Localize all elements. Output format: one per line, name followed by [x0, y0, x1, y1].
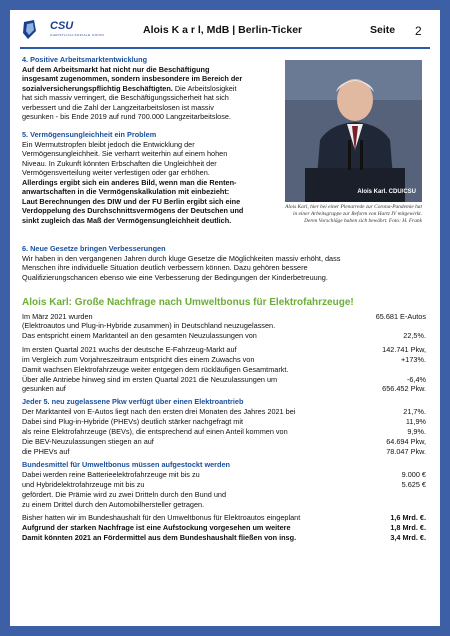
text-line: Verdoppelung des Durchschnittsvermögens der Deutschen und — [22, 206, 244, 215]
text-line: sinkt zugleich das Maß der Vermögensungleichheit deutlich. — [22, 215, 232, 225]
row-value: 5.625 € — [401, 480, 426, 489]
section-6-heading: 6. Neue Gesetze bringen Verbesserungen — [22, 244, 166, 253]
row-value: 9.000 € — [401, 470, 426, 479]
row-label: die PHEVs auf — [22, 447, 70, 456]
row-value: +173%. — [401, 355, 426, 364]
page-label: Seite — [370, 24, 396, 36]
data-row — [22, 523, 432, 533]
data-row — [22, 490, 432, 500]
row-value: 656.452 Pkw. — [382, 384, 426, 393]
subheading: Bundesmittel für Umweltbonus müssen aufgestockt werden — [22, 460, 230, 469]
section-5 — [22, 130, 284, 225]
row-value: -6,4% — [406, 375, 426, 384]
photo-caption: Alois Karl, hier bei einer Plenarrede zur Corona-Pandemie hat in einer Arbeitsgruppe zur Reform von Hartz IV mitgewirkt. Deren Vorschläge haben sich bewährt. Foto: H. Frank — [285, 204, 422, 224]
row-label: Aufgrund der starken Nachfrage ist eine Aufstockung vorgesehen um weitere — [22, 523, 291, 532]
data-row — [22, 427, 432, 437]
row-label: als reine Elektrofahrzeuge (BEVs), die entsprechend auf einen Anteil kommen von — [22, 427, 288, 436]
logo-subtext: CHRISTLICH-SOZIALE UNION — [50, 33, 105, 37]
section-6 — [22, 244, 434, 282]
text-normal: Die Arbeitslosigkeit — [172, 83, 237, 93]
data-row — [22, 513, 432, 523]
text-line: anwartschaften in die Vermögenskalkulation mit einbezieht: — [22, 187, 230, 196]
text-line: Auf dem Arbeitsmarkt hat nicht nur die Beschäftigung — [22, 64, 210, 74]
data-row — [22, 384, 432, 394]
data-row — [22, 500, 432, 510]
row-value: 9,9%. — [407, 427, 426, 436]
row-label: gefördert. Die Prämie wird zu zwei Dritteln durch den Bund und — [22, 490, 227, 499]
text-line: insgesamt zugenommen, sondern insbesondere im Bereich der — [22, 74, 243, 83]
row-value: 1,8 Mrd. €. — [390, 523, 426, 532]
row-value: 142.741 Pkw, — [382, 345, 426, 354]
text-line: Allerdings ergibt sich ein anderes Bild, wenn man die Renten- — [22, 177, 237, 187]
data-row — [22, 345, 432, 355]
row-label: (Elektroautos und Plug-in-Hybride zusammen) in Deutschland neuzugelassen. — [22, 321, 276, 330]
row-value: 65.681 E-Autos — [375, 312, 426, 321]
row-label: Im ersten Quartal 2021 wuchs der deutsche E-Fahrzeug-Markt auf — [22, 345, 237, 354]
row-label: Dabei werden reine Batterieelektrofahrzeuge mit bis zu — [22, 470, 200, 479]
text-line: gesunken - bis Ende 2019 auf rund 700.000 Langzeitarbeitslose. — [22, 112, 231, 121]
row-label: Bisher hatten wir im Bundeshaushalt für den Umweltbonus für Elektroautos eingeplant — [22, 513, 301, 522]
row-label: Im März 2021 wurden — [22, 312, 93, 321]
text-line: Menschen ihre individuelle Situation deutlich verbessern können. Dazu gehören bessere — [22, 263, 308, 272]
row-label: gesunken auf — [22, 384, 66, 393]
row-label: im Vergleich zum Vorjahreszeitraum entspricht dies einem Zuwachs von — [22, 355, 255, 364]
text-line — [22, 84, 284, 94]
section-5-heading: 5. Vermögensungleichheit ein Problem — [22, 130, 157, 139]
data-row — [22, 470, 432, 480]
row-value: 11,9% — [405, 417, 426, 426]
text-line: Qualifizierungschancen ebenso wie eine Verbesserung der Bedingungen der Kinderbetreuung. — [22, 272, 328, 282]
row-label: und Hybridelektrofahrzeuge mit bis zu — [22, 480, 145, 489]
section-4-heading: 4. Positive Arbeitsmarktentwicklung — [22, 55, 148, 64]
data-row — [22, 355, 432, 365]
row-value: 78.047 Pkw. — [386, 447, 426, 456]
umweltbonus-title: Alois Karl: Große Nachfrage nach Umweltbonus für Elektrofahrzeuge! — [22, 297, 354, 308]
data-row — [22, 417, 432, 427]
row-value: 3,4 Mrd. €. — [390, 533, 426, 542]
row-label: Dabei sind Plug-in-Hybride (PHEVs) deutlich stärker nachgefragt mit — [22, 417, 244, 426]
text-bold: sozialversicherungspflichtig Beschäftigten. — [22, 83, 173, 93]
text-line: Vermögensungleichheit. Sie verharrt weiterhin auf einem hohen — [22, 149, 228, 158]
speaker-illustration-icon — [285, 60, 422, 202]
text-line: verbessert und die Zahl der Langzeitarbeitslosen ist massiv — [22, 102, 214, 112]
row-value: 1,6 Mrd. €. — [390, 513, 426, 522]
data-row — [22, 533, 432, 543]
header — [10, 10, 440, 50]
data-row — [22, 365, 432, 375]
data-row — [22, 480, 432, 490]
page — [10, 10, 440, 626]
row-label: Die BEV-Neuzulassungen stiegen an auf — [22, 437, 154, 446]
text-line: Niveau. In Zukunft könnten Erbschaften die Ungleichheit der — [22, 158, 217, 168]
row-label: Damit könnten 2021 an Fördermittel aus dem Bundeshaushalt fließen von insg. — [22, 533, 297, 542]
row-label: zu einem Drittel durch den Automobilhersteller getragen. — [22, 500, 205, 509]
subheading: Jeder 5. neu zugelassene Pkw verfügt über einen Elektroantrieb — [22, 397, 244, 406]
header-title: Alois K a r l, MdB | Berlin-Ticker — [143, 24, 303, 36]
text-line: Ein Wermutstropfen bleibt jedoch die Entwicklung der — [22, 139, 195, 149]
data-row — [22, 447, 432, 457]
row-label: Damit wachsen Elektrofahrzeuge weiter entgegen dem rückläufigen Gesamtmarkt. — [22, 365, 289, 374]
data-row — [22, 437, 432, 447]
text-line: hat sich massiv verringert, die Beschäftigungssicherheit hat sich — [22, 93, 229, 102]
text-line: Wir haben in den vergangenen Jahren durch kluge Gesetze die Möglichkeiten massiv erhöht, dass — [22, 253, 341, 263]
row-value: 21,7%. — [403, 407, 426, 416]
row-label: Das entspricht einem Marktanteil an den gesamten Neuzulassungen von — [22, 331, 257, 340]
row-label: Der Marktanteil von E-Autos liegt nach den ersten drei Monaten des Jahres 2021 bei — [22, 407, 296, 416]
row-label: Über alle Antriebe hinweg sind im ersten Quartal 2021 die Neuzulassungen um — [22, 375, 278, 384]
section-4 — [22, 55, 284, 122]
photo-label: Alois Karl. CDU/CSU — [357, 189, 416, 195]
data-row — [22, 407, 432, 417]
logo-text: CSU — [50, 20, 74, 32]
row-value: 22,5%. — [403, 331, 426, 340]
page-number: 2 — [415, 24, 422, 38]
row-value: 64.694 Pkw, — [386, 437, 426, 446]
text-line: Laut Berechnungen des DIW und der FU Berlin ergibt sich eine — [22, 196, 241, 206]
text-line: Vermögensverteilung weiter verfestigen oder gar erhöhen. — [22, 168, 210, 177]
speaker-photo — [285, 60, 422, 202]
data-row — [22, 321, 432, 331]
header-divider — [20, 47, 430, 49]
data-row — [22, 331, 432, 341]
